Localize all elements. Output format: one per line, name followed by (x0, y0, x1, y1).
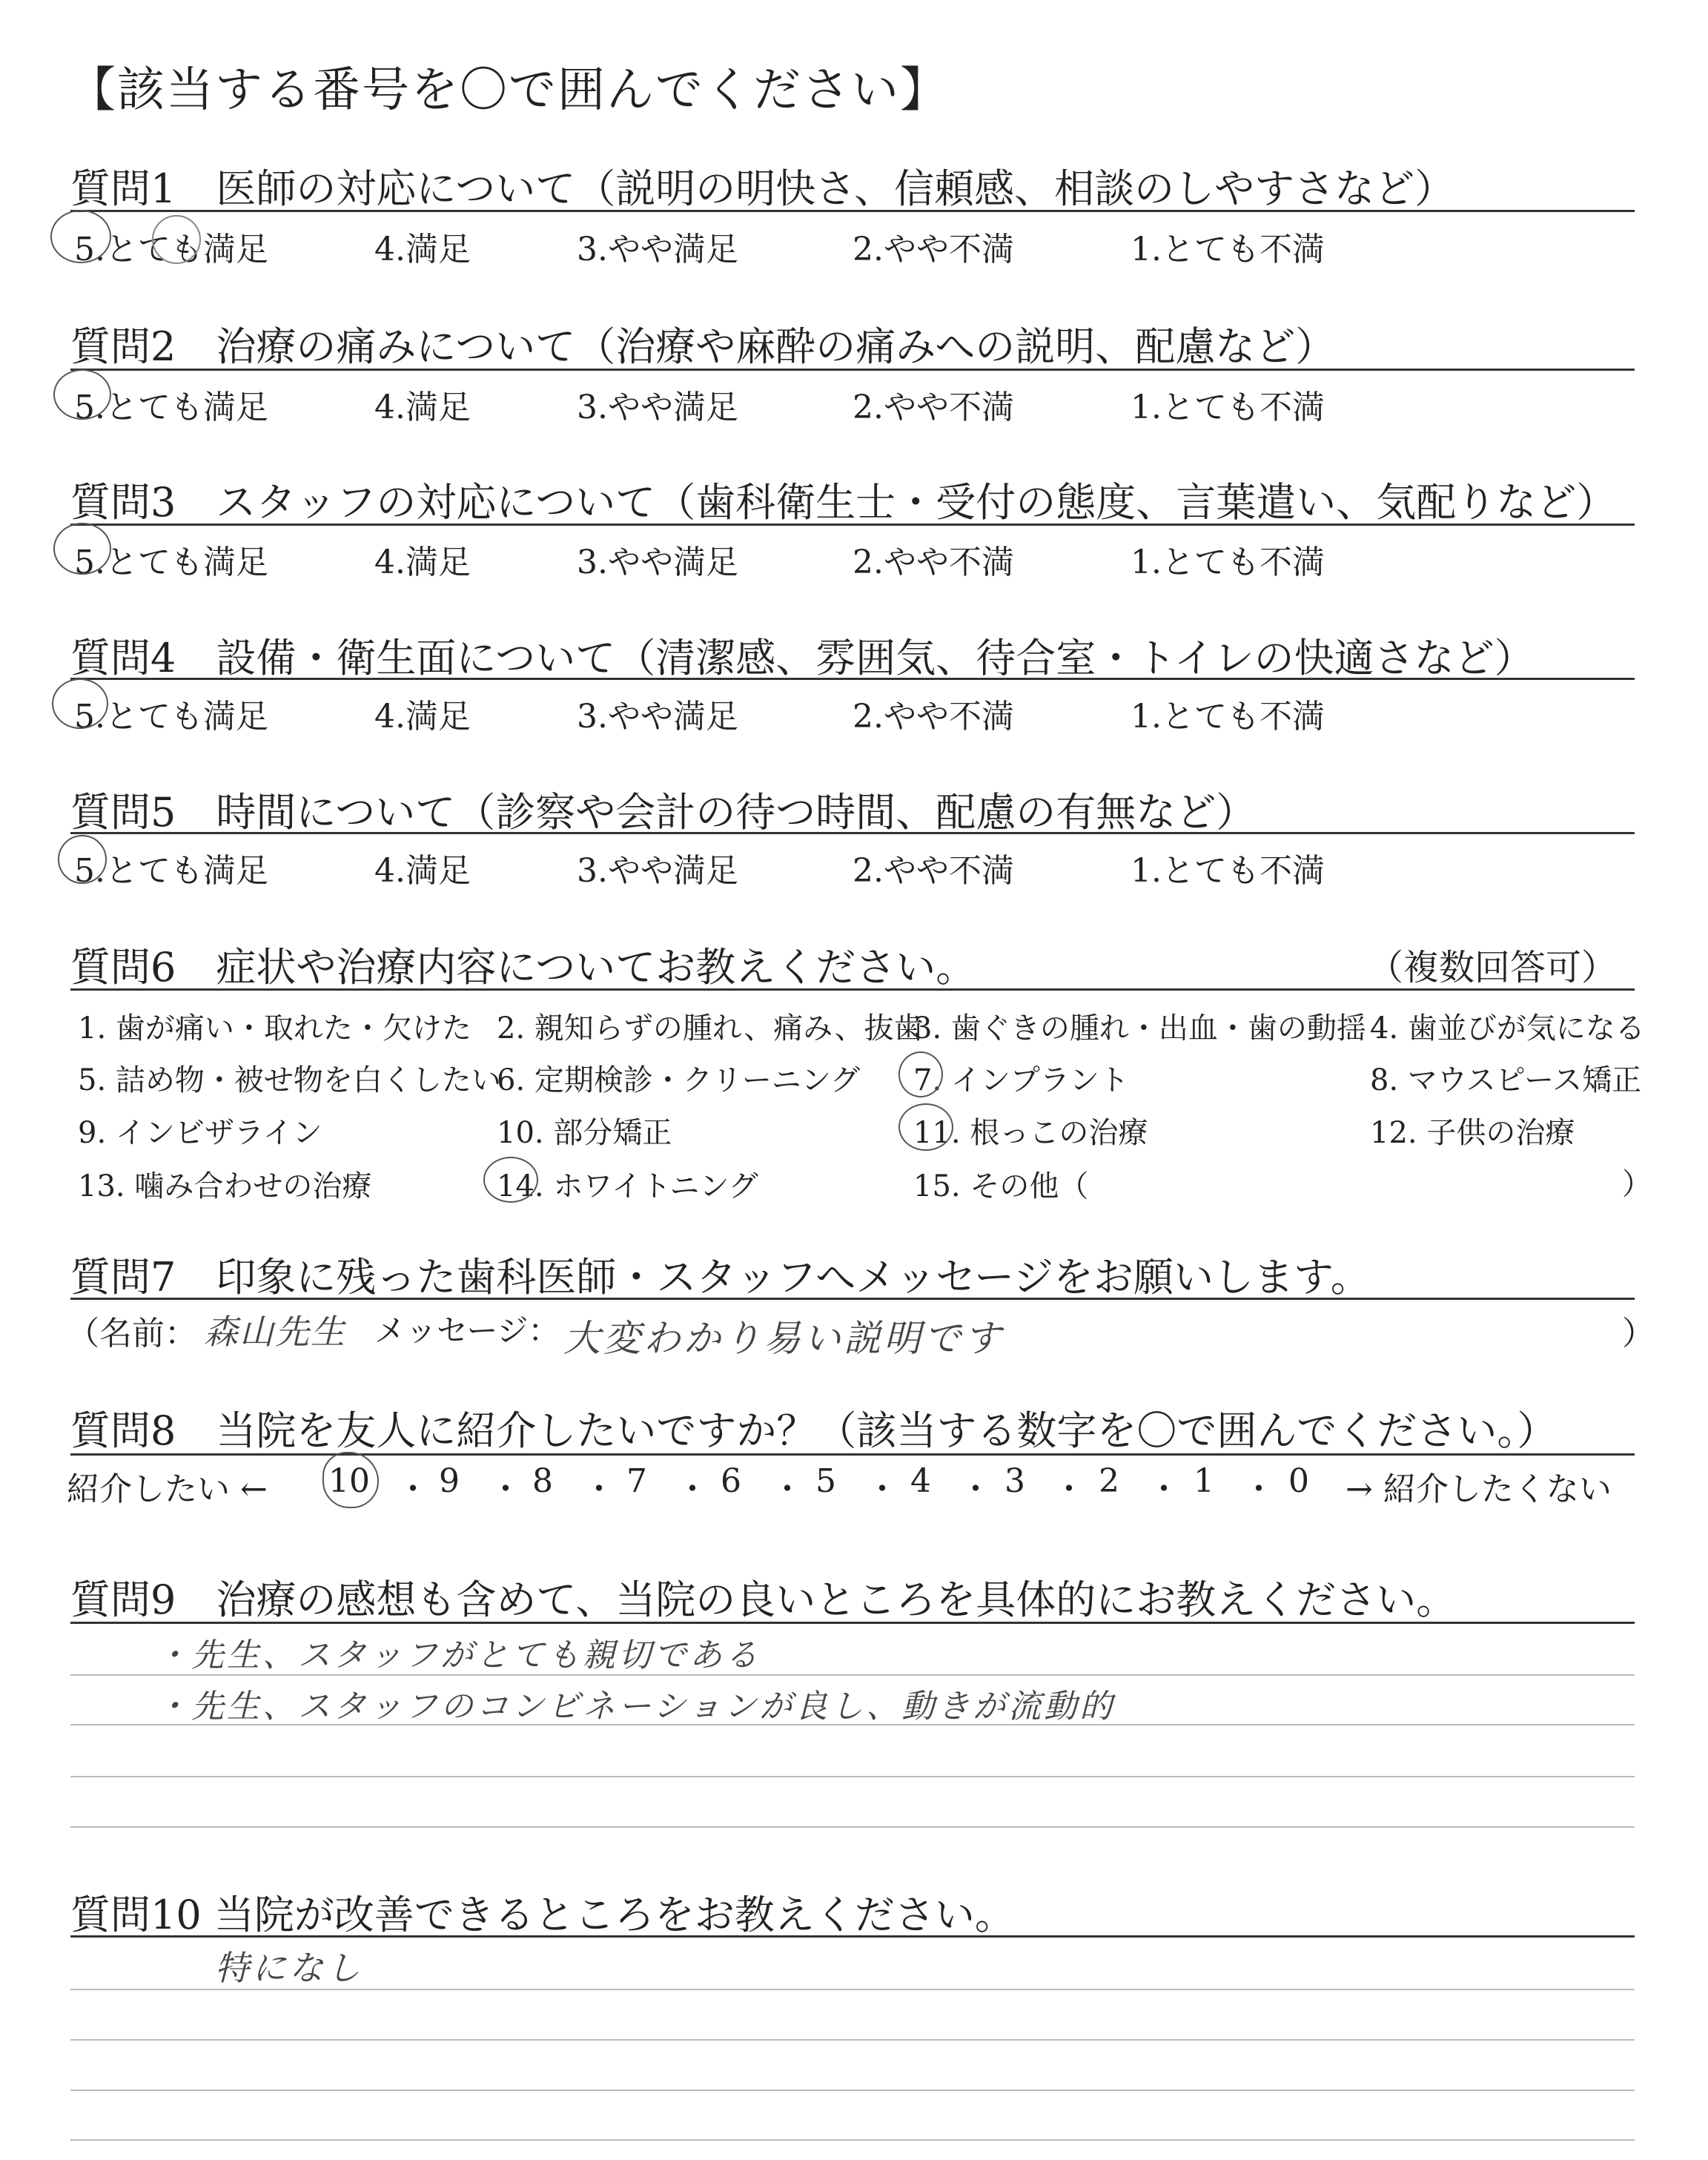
q8-scale-3[interactable]: 3 (1004, 1462, 1025, 1500)
q2-option-1[interactable]: 1.とても不満 (1131, 389, 1325, 426)
q5-option-4[interactable]: 4.満足 (374, 852, 471, 890)
q9-answer-1[interactable]: ・先生、スタッフがとても親切である (156, 1636, 761, 1674)
q3-option-2[interactable]: 2.やや不満 (853, 544, 1014, 581)
q6-item-15[interactable]: 15. その他（ (913, 1169, 1089, 1203)
q2-option-3[interactable]: 3.やや満足 (577, 389, 738, 426)
q7-name-value[interactable]: 森山先生 (204, 1312, 346, 1352)
q5-option-3[interactable]: 3.やや満足 (577, 852, 738, 890)
question-8-title: 質問8 当院を友人に紹介したいですか？（該当する数字を〇で囲んでください。） (70, 1407, 1558, 1454)
q3-option-1[interactable]: 1.とても不満 (1131, 544, 1325, 581)
q6-item-3[interactable]: 3. 歯ぐきの腫れ・出血・歯の動揺 (913, 1011, 1366, 1046)
question-5-rule (70, 832, 1635, 834)
q8-scale-dot: ・ (583, 1470, 615, 1508)
q7-message-label: メッセージ： (374, 1312, 560, 1349)
q6-item-14[interactable]: 14. ホワイトニング (497, 1169, 758, 1203)
q6-other-close-paren: ） (1622, 1167, 1652, 1201)
q6-item-1[interactable]: 1. 歯が痛い・取れた・欠けた (78, 1011, 471, 1046)
q8-scale-7[interactable]: 7 (626, 1462, 647, 1500)
q5-option-1[interactable]: 1.とても不満 (1131, 852, 1325, 890)
question-6-note: （複数回答可） (1368, 947, 1618, 988)
q4-option-2[interactable]: 2.やや不満 (853, 698, 1014, 736)
q1-selection-circle (50, 210, 111, 263)
q8-scale-dot: ・ (397, 1470, 429, 1508)
q1-option-3[interactable]: 3.やや満足 (577, 231, 738, 268)
q6-item-5[interactable]: 5. 詰め物・被せ物を白くしたい (78, 1063, 501, 1097)
q4-option-1[interactable]: 1.とても不満 (1131, 698, 1325, 736)
q6-item-2[interactable]: 2. 親知らずの腫れ、痛み、抜歯 (497, 1011, 924, 1046)
question-1-rule (70, 210, 1635, 212)
q8-scale-8[interactable]: 8 (532, 1462, 553, 1500)
q6-item-7[interactable]: 7. インプラント (913, 1063, 1129, 1097)
q8-scale-5[interactable]: 5 (815, 1462, 836, 1500)
q1-option-5[interactable]: 5.とても満足 (74, 231, 268, 268)
q10-answer-1[interactable]: 特になし (215, 1948, 363, 1988)
q8-scale-6[interactable]: 6 (721, 1462, 741, 1500)
q9-answer-line-3 (70, 1776, 1635, 1777)
q1-selection-circle-extra (152, 215, 201, 264)
question-3-title: 質問3 スタッフの対応について（歯科衛生士・受付の態度、言葉遣い、気配りなど） (70, 479, 1617, 526)
q2-selection-circle (53, 369, 111, 420)
q4-selection-circle (52, 678, 108, 729)
q6-item-13[interactable]: 13. 噛み合わせの治療 (78, 1169, 372, 1203)
q8-scale-dot: ・ (1242, 1470, 1275, 1508)
q6-item-9[interactable]: 9. インビザライン (78, 1116, 322, 1150)
question-5-title: 質問5 時間について（診察や会計の待つ時間、配慮の有無など） (70, 789, 1257, 836)
q1-option-4[interactable]: 4.満足 (374, 231, 471, 268)
question-7-rule (70, 1298, 1635, 1300)
q2-option-2[interactable]: 2.やや不満 (853, 389, 1014, 426)
q3-option-3[interactable]: 3.やや満足 (577, 544, 738, 581)
question-2-rule (70, 369, 1635, 371)
q5-option-2[interactable]: 2.やや不満 (853, 852, 1014, 890)
q3-option-4[interactable]: 4.満足 (374, 544, 471, 581)
q8-scale-4[interactable]: 4 (910, 1462, 931, 1500)
q8-scale-dot: ・ (489, 1470, 522, 1508)
q8-left-label: 紹介したい ← (67, 1470, 268, 1508)
q10-answer-line-2 (70, 2039, 1635, 2041)
q3-selection-circle (53, 523, 111, 575)
question-6-title: 質問6 症状や治療内容についてお教えください。 (70, 944, 976, 991)
question-7-title: 質問7 印象に残った歯科医師・スタッフへメッセージをお願いします。 (70, 1254, 1371, 1301)
q8-scale-dot: ・ (676, 1470, 709, 1508)
q9-answer-line-4 (70, 1826, 1635, 1828)
q8-scale-9[interactable]: 9 (439, 1462, 460, 1500)
q7-close-paren: ） (1622, 1315, 1655, 1353)
q4-option-4[interactable]: 4.満足 (374, 698, 471, 736)
form-header: 【該当する番号を〇で囲んでください】 (68, 63, 949, 118)
q8-scale-dot: ・ (959, 1470, 992, 1508)
q6-item-4[interactable]: 4. 歯並びが気になる (1370, 1011, 1645, 1046)
question-2-title: 質問2 治療の痛みについて（治療や麻酔の痛みへの説明、配慮など） (70, 323, 1336, 370)
question-9-rule (70, 1622, 1635, 1624)
q8-scale-dot: ・ (771, 1470, 804, 1508)
q8-selection-circle (322, 1452, 379, 1508)
q2-option-5[interactable]: 5.とても満足 (74, 389, 268, 426)
question-10-title: 質問10 当院が改善できるところをお教えください。 (70, 1892, 1015, 1938)
q2-option-4[interactable]: 4.満足 (374, 389, 471, 426)
q7-name-label: （名前： (67, 1315, 197, 1353)
q8-scale-dot: ・ (1148, 1470, 1180, 1508)
q6-item-10[interactable]: 10. 部分矯正 (497, 1116, 672, 1150)
question-1-title: 質問1 医師の対応について（説明の明快さ、信頼感、相談のしやすさなど） (70, 165, 1455, 212)
question-9-title: 質問9 治療の感想も含めて、当院の良いところを具体的にお教えください。 (70, 1576, 1457, 1623)
q10-answer-line-4 (70, 2139, 1635, 2141)
q6-item-7-circle (898, 1051, 943, 1097)
q8-scale-dot: ・ (1053, 1470, 1085, 1508)
q10-answer-line-3 (70, 2090, 1635, 2091)
q6-item-12[interactable]: 12. 子供の治療 (1370, 1116, 1575, 1150)
question-4-title: 質問4 設備・衛生面について（清潔感、雰囲気、待合室・トイレの快適さなど） (70, 635, 1535, 681)
question-4-rule (70, 678, 1635, 680)
q7-message-value[interactable]: 大変わかり易い説明です (563, 1317, 1004, 1360)
q6-item-8[interactable]: 8. マウスピース矯正 (1370, 1063, 1642, 1097)
q1-option-1[interactable]: 1.とても不満 (1131, 231, 1325, 268)
q4-option-5[interactable]: 5.とても満足 (74, 698, 268, 736)
q8-scale-10[interactable]: 10 (328, 1462, 370, 1500)
q6-item-11-circle (898, 1103, 953, 1151)
q6-item-14-circle (483, 1157, 538, 1203)
question-10-rule (70, 1935, 1635, 1938)
q8-scale-0[interactable]: 0 (1288, 1462, 1309, 1500)
q8-scale-2[interactable]: 2 (1099, 1462, 1119, 1500)
q6-item-11[interactable]: 11. 根っこの治療 (913, 1116, 1148, 1150)
q9-answer-2[interactable]: ・先生、スタッフのコンビネーションが良し、動きが流動的 (156, 1688, 1116, 1725)
q8-right-label: → 紹介したくない (1345, 1470, 1612, 1508)
q8-scale-1[interactable]: 1 (1194, 1462, 1214, 1500)
question-8-rule (70, 1453, 1635, 1456)
question-3-rule (70, 524, 1635, 526)
q3-option-5[interactable]: 5.とても満足 (74, 544, 268, 581)
q6-item-6[interactable]: 6. 定期検診・クリーニング (497, 1063, 861, 1097)
question-6-rule (70, 988, 1635, 991)
q5-option-5[interactable]: 5.とても満足 (74, 852, 268, 890)
q5-selection-circle (58, 835, 107, 884)
q1-option-2[interactable]: 2.やや不満 (853, 231, 1014, 268)
q8-scale-dot: ・ (866, 1470, 898, 1508)
q4-option-3[interactable]: 3.やや満足 (577, 698, 738, 736)
